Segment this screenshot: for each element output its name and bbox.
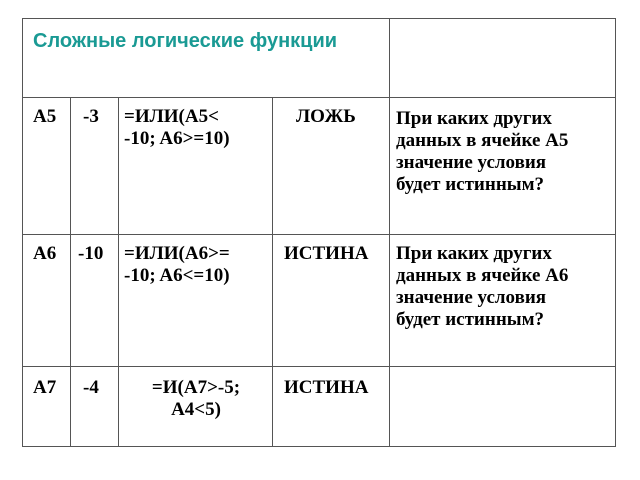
page-title: Сложные логические функции [33, 30, 338, 52]
value-a6: -10 [78, 243, 104, 264]
value-a7: -4 [83, 377, 99, 398]
result-a5: ЛОЖЬ [296, 106, 356, 127]
value-a5: -3 [83, 106, 99, 127]
question-a6: При каких других данных в ячейке A6 значение условия будет истинным? [396, 243, 569, 330]
cell-id-a7: A7 [33, 377, 57, 398]
formula-a6: =ИЛИ(A6>= -10; A6<=10) [124, 243, 230, 286]
cell-id-a6: A6 [33, 243, 57, 264]
result-a6: ИСТИНА [284, 243, 369, 264]
cell-id-a5: A5 [33, 106, 57, 127]
question-a5: При каких других данных в ячейке A5 значение условия будет истинным? [396, 108, 569, 195]
formula-a7: =И(A7>-5; A4<5) [151, 377, 241, 420]
formula-a5: =ИЛИ(A5< -10; A6>=10) [124, 106, 230, 149]
row-a7-question [389, 366, 616, 447]
header-blank-cell [389, 18, 616, 98]
result-a7: ИСТИНА [284, 377, 369, 398]
